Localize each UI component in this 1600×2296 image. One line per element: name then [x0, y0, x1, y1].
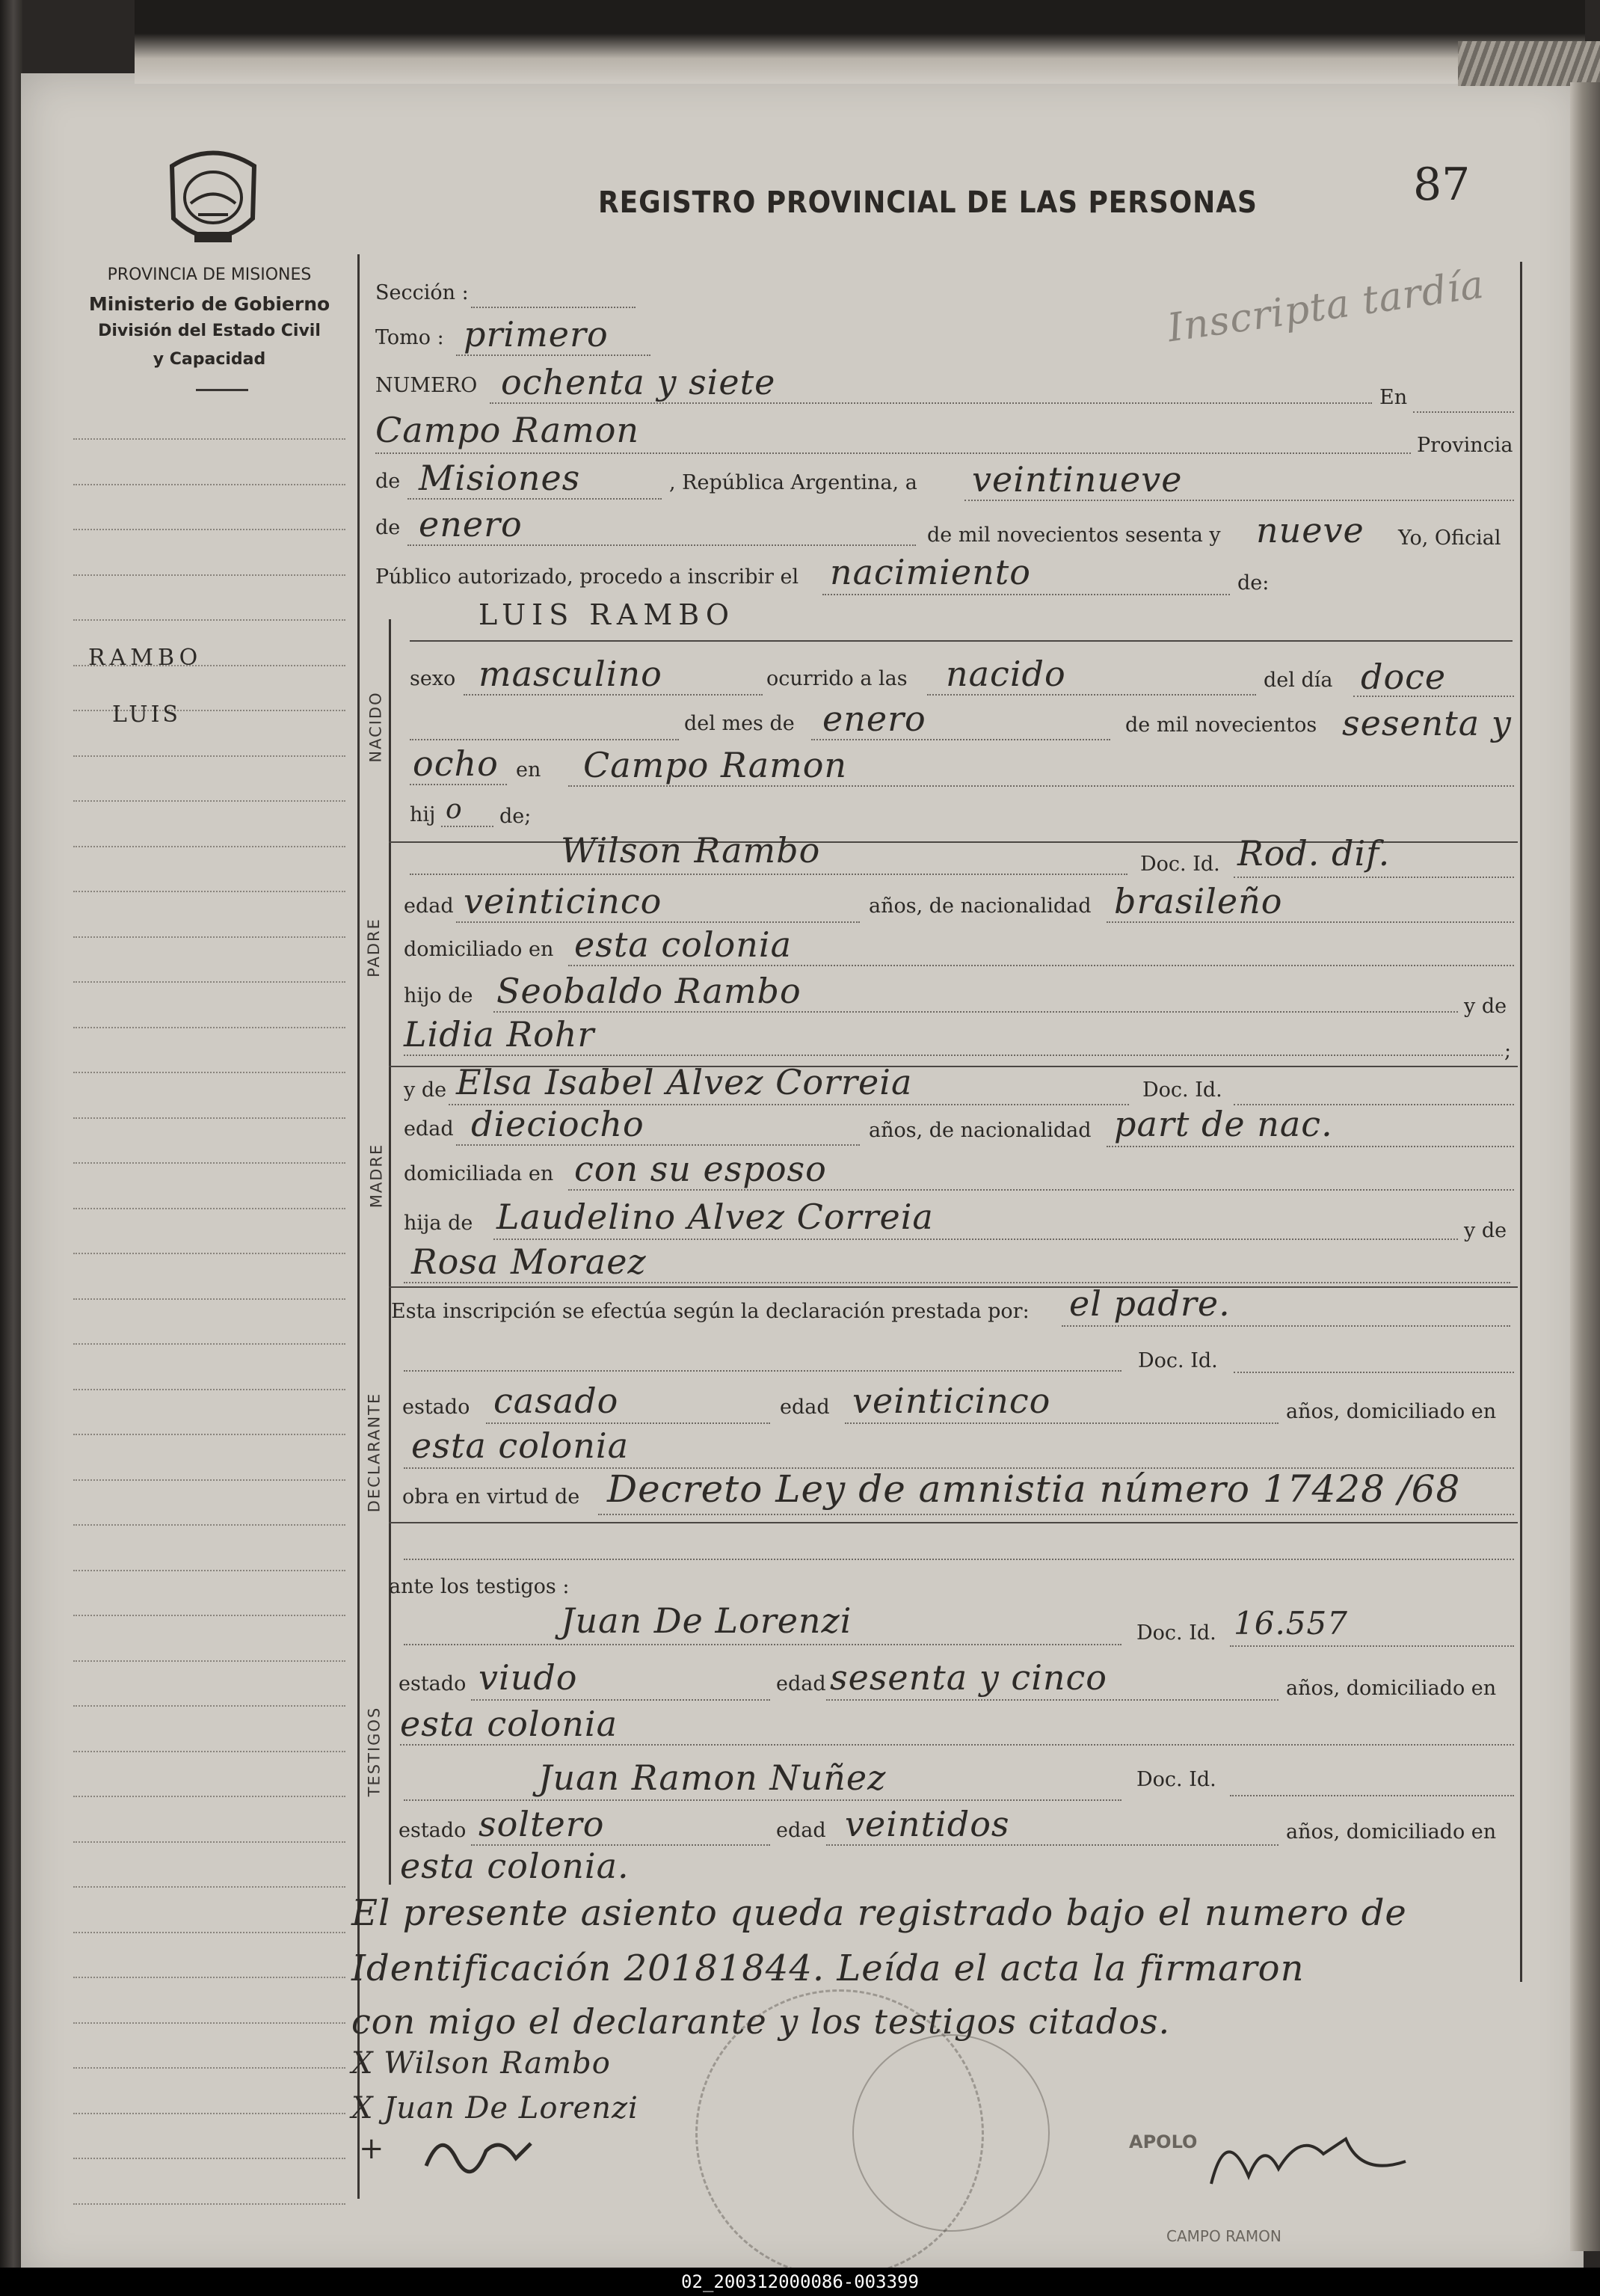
dots: [1234, 877, 1514, 878]
label-seccion: Sección :: [375, 281, 469, 304]
label-republica: , República Argentina, a: [669, 471, 917, 494]
dots: [568, 1189, 1514, 1191]
value-padre-doc: Rod. dif.: [1237, 833, 1391, 874]
label-yo-oficial: Yo, Oficial: [1398, 527, 1501, 550]
value-declarante: el padre.: [1069, 1283, 1231, 1324]
value-decl-obra: Decreto Ley de amnistia número 17428 /68: [607, 1467, 1461, 1511]
value-decl-domicilio: esta colonia: [411, 1425, 629, 1466]
frame-right: [1520, 262, 1522, 1982]
label-en-lugar: en: [516, 758, 541, 782]
margin-rule-line: [73, 800, 345, 802]
margin-rule-line: [73, 1162, 345, 1164]
label-testigo2-doc: Doc. Id.: [1136, 1768, 1216, 1791]
signature-father: X Wilson Rambo: [351, 2046, 611, 2081]
margin-rule-line: [73, 891, 345, 892]
dots: [1234, 1372, 1514, 1373]
dots: [375, 452, 1411, 454]
label-decl-doc: Doc. Id.: [1138, 1349, 1218, 1372]
label-padre-dom: domiciliado en: [404, 938, 554, 961]
margin-rule-line: [73, 2067, 345, 2069]
value-hij-suffix: o: [446, 794, 463, 825]
value-tomo: primero: [464, 314, 609, 354]
label-madre-doc: Doc. Id.: [1142, 1078, 1222, 1102]
dots: [568, 785, 1514, 787]
dots: [410, 739, 679, 740]
value-nombre: LUIS RAMBO: [479, 598, 736, 631]
note-line-1: El presente asiento queda registrado bajo el numero de: [351, 1892, 1407, 1934]
signature-mark: +: [359, 2131, 385, 2166]
dots: [826, 1699, 1279, 1701]
value-acto: nacimiento: [830, 552, 1031, 592]
dots: [404, 1370, 1121, 1372]
value-decl-edad: veinticinco: [852, 1381, 1051, 1421]
label-padre-y-de: y de: [1464, 995, 1507, 1018]
margin-rule-line: [73, 1615, 345, 1616]
dots: [493, 1238, 1458, 1240]
margin-rule-line: [73, 2203, 345, 2205]
value-anio-inscripcion: nueve: [1256, 510, 1364, 550]
margin-rule-line: [73, 2158, 345, 2159]
margin-rule-line: [73, 1117, 345, 1119]
margin-rule-line: [73, 1027, 345, 1028]
value-padre-madre: Lidia Rohr: [404, 1014, 595, 1055]
margin-rule-line: [73, 1208, 345, 1209]
dots: [404, 1644, 1121, 1645]
label-testigo2-estado: estado: [399, 1819, 467, 1842]
org-province: PROVINCIA DE MISIONES: [107, 265, 312, 284]
section-label-nacido: NACIDO: [366, 691, 385, 763]
dots: [404, 1055, 1503, 1056]
dots: [1107, 921, 1514, 923]
dots: [1107, 1146, 1514, 1147]
book-spine-top: [135, 0, 1585, 84]
margin-rule-line: [73, 1298, 345, 1300]
value-testigo2-edad: veintidos: [845, 1804, 1010, 1844]
section-label-testigos: TESTIGOS: [365, 1706, 384, 1797]
margin-rule-line: [73, 1705, 345, 1707]
value-dia: doce: [1361, 657, 1447, 697]
dots: [471, 307, 636, 308]
org-divider: [196, 389, 248, 391]
page-edge: [1570, 82, 1600, 2251]
dots: [407, 498, 662, 500]
margin-rule-line: [73, 1886, 345, 1888]
dots: [404, 1282, 1510, 1283]
official-stamp-inner: [852, 2034, 1050, 2232]
dots: [1413, 411, 1514, 413]
dots: [822, 594, 1230, 595]
value-madre-nacionalidad: part de nac.: [1114, 1104, 1333, 1144]
value-padre-edad: veinticinco: [464, 881, 662, 921]
section-label-declarante: DECLARANTE: [365, 1392, 384, 1513]
margin-rule-line: [73, 1660, 345, 1662]
margin-rule-line: [73, 1841, 345, 1843]
value-padre-hijo-de: Seobaldo Rambo: [496, 971, 801, 1011]
value-dia-inscripcion: veintinueve: [972, 459, 1183, 500]
label-ocurrido: ocurrido a las: [766, 667, 908, 690]
label-testigo1-doc: Doc. Id.: [1136, 1621, 1216, 1645]
dots: [1230, 1795, 1514, 1796]
label-madre-nac: años, de nacionalidad: [869, 1119, 1092, 1142]
value-hora: nacido: [946, 654, 1066, 694]
label-de-mil-nov: de mil novecientos: [1125, 713, 1317, 737]
margin-rule-line: [73, 1751, 345, 1752]
note-line-3: con migo el declarante y los testigos citados.: [351, 2001, 1171, 2042]
dots: [486, 1422, 770, 1424]
margin-rule-line: [73, 1932, 345, 1933]
label-padre-doc: Doc. Id.: [1140, 853, 1220, 876]
label-padre-hijo-de: hijo de: [404, 984, 473, 1007]
margin-rule-line: [73, 1524, 345, 1526]
value-madre-domicilio: con su esposo: [574, 1149, 827, 1189]
dots: [404, 1559, 1514, 1560]
dots: [410, 874, 1127, 875]
value-numero: ochenta y siete: [501, 362, 776, 402]
margin-rule-line: [73, 1072, 345, 1073]
dots: [811, 739, 1110, 740]
provincial-seal-icon: [157, 144, 269, 256]
value-testigo2-nombre: Juan Ramon Nuñez: [538, 1758, 887, 1798]
value-anio-1: sesenta y: [1342, 703, 1512, 743]
dots: [456, 1144, 860, 1146]
value-lugar-nacimiento: Campo Ramon: [583, 745, 848, 785]
label-madre-y-de-2: y de: [1464, 1219, 1507, 1242]
label-padre-nac: años, de nacionalidad: [869, 894, 1092, 918]
label-numero: NUMERO: [375, 374, 478, 397]
value-testigo1-edad: sesenta y cinco: [830, 1657, 1107, 1698]
page-number: 87: [1413, 159, 1471, 211]
margin-rule-line: [73, 1343, 345, 1345]
label-testigo1-estado: estado: [399, 1672, 467, 1695]
margin-rule-line: [73, 2113, 345, 2114]
signature-scrawl-icon: [419, 2121, 538, 2188]
label-padre-edad: edad: [404, 894, 454, 918]
label-madre-edad: edad: [404, 1117, 454, 1141]
dots: [400, 1744, 1514, 1746]
label-madre-y-de: y de: [404, 1078, 447, 1102]
margin-rule-line: [73, 1570, 345, 1571]
value-padre-nombre: Wilson Rambo: [561, 830, 821, 871]
dots: [407, 544, 916, 546]
margin-rule-line: [73, 574, 345, 576]
dots: [927, 694, 1256, 696]
value-madre-hija-de: Laudelino Alvez Correia: [496, 1197, 934, 1237]
value-testigo1-nombre: Juan De Lorenzi: [561, 1600, 852, 1641]
org-capacity: y Capacidad: [153, 350, 266, 369]
label-hij: hij: [410, 803, 436, 826]
dots: [456, 921, 860, 923]
margin-rule-line: [73, 1479, 345, 1481]
value-padre-domicilio: esta colonia: [574, 924, 792, 965]
dots: [404, 1799, 1121, 1801]
margin-rule-line: [73, 2022, 345, 2024]
value-testigo1-domicilio: esta colonia: [400, 1704, 618, 1744]
margin-rule-line: [73, 484, 345, 485]
label-de: de: [375, 470, 401, 493]
rule-declarante: [389, 1522, 1518, 1523]
stamp-label: APOLO: [1129, 2131, 1198, 2152]
value-padre-nacionalidad: brasileño: [1114, 881, 1283, 921]
label-de-semicolon: de;: [499, 805, 532, 828]
note-line-2: Identificación 20181844. Leída el acta la firmaron: [351, 1947, 1305, 1989]
label-tomo: Tomo :: [375, 326, 444, 349]
label-decl-estado: estado: [402, 1396, 470, 1419]
official-signature-icon: [1196, 2109, 1421, 2206]
value-testigo2-domicilio: esta colonia.: [400, 1846, 630, 1886]
label-del-mes: del mes de: [684, 712, 795, 735]
margin-rule-line: [73, 529, 345, 530]
dots: [845, 1422, 1279, 1424]
label-testigo2-anos-dom: años, domiciliado en: [1286, 1820, 1497, 1844]
label-ante-testigos: ante los testigos :: [389, 1575, 570, 1598]
stamp-sub: CAMPO RAMON: [1166, 2227, 1281, 2245]
margin-rule-line: [73, 981, 345, 983]
value-mes: enero: [822, 699, 926, 739]
margin-rule-line: [73, 1796, 345, 1797]
dots: [1353, 696, 1514, 697]
value-testigo2-estado: soltero: [479, 1804, 605, 1844]
org-ministry: Ministerio de Gobierno: [88, 293, 330, 315]
margin-surname: RAMBO: [88, 645, 203, 671]
label-de-mes: de: [375, 516, 401, 539]
value-provincia: Misiones: [419, 458, 581, 498]
margin-rule-line: [73, 438, 345, 440]
dots: [464, 694, 763, 696]
dots: [471, 1699, 770, 1701]
label-mil-novecientos: de mil novecientos sesenta y: [927, 524, 1221, 547]
dots: [964, 500, 1514, 501]
value-anio-2: ocho: [413, 743, 499, 784]
label-testigo1-edad: edad: [776, 1672, 826, 1695]
label-del-dia: del día: [1264, 669, 1333, 692]
value-madre-madre: Rosa Moraez: [411, 1241, 647, 1282]
margin-rule-line: [73, 1977, 345, 1978]
label-de-colon: de:: [1237, 571, 1270, 595]
margin-given-name: LUIS: [112, 702, 181, 728]
label-en: En: [1379, 386, 1408, 409]
value-sexo: masculino: [479, 654, 662, 694]
dots: [1230, 1645, 1514, 1647]
margin-rule-line: [73, 755, 345, 757]
label-publico: Público autorizado, procedo a inscribir el: [375, 565, 799, 589]
dots: [598, 1514, 1514, 1515]
dots: [490, 402, 1372, 404]
label-decl-anos-dom: años, domiciliado en: [1286, 1400, 1497, 1423]
value-decl-estado: casado: [493, 1381, 619, 1421]
value-madre-nombre: Elsa Isabel Alvez Correia: [456, 1062, 913, 1102]
margin-rule-line: [73, 936, 345, 938]
value-madre-edad: dieciocho: [471, 1104, 644, 1144]
dots: [1062, 1325, 1510, 1327]
margin-rule-line: [73, 846, 345, 847]
footer-caption: 02_200312000086-003399: [0, 2268, 1600, 2296]
label-madre-dom: domiciliada en: [404, 1162, 554, 1185]
value-mes-inscripcion: enero: [419, 504, 523, 544]
dots: [568, 965, 1514, 966]
dots: [441, 826, 493, 827]
label-provincia: Provincia: [1417, 434, 1513, 457]
section-label-madre: MADRE: [367, 1143, 386, 1209]
dots: [493, 1011, 1458, 1013]
label-decl-edad: edad: [780, 1396, 830, 1419]
margin-rule-line: [73, 1389, 345, 1390]
signature-witness: X Juan De Lorenzi: [351, 2091, 639, 2125]
section-rule-testigos: [389, 1615, 391, 1885]
section-label-padre: PADRE: [364, 918, 383, 977]
label-sexo: sexo: [410, 667, 456, 690]
dots: [826, 1844, 1279, 1846]
late-registration-stamp: Inscripta tardía: [1164, 262, 1487, 352]
org-division: División del Estado Civil: [98, 322, 321, 340]
margin-rule-line: [73, 1253, 345, 1254]
label-testigo2-edad: edad: [776, 1819, 826, 1842]
label-testigo1-anos-dom: años, domiciliado en: [1286, 1677, 1497, 1700]
rule-madre: [389, 1286, 1518, 1288]
name-underline: [410, 640, 1513, 642]
book-binding: [0, 0, 22, 2296]
label-semicolon: ;: [1504, 1040, 1512, 1063]
dots: [410, 784, 507, 785]
value-testigo1-estado: viudo: [479, 1657, 578, 1698]
value-testigo1-doc: 16.557: [1234, 1605, 1348, 1642]
margin-rule-line: [73, 1434, 345, 1435]
value-lugar: Campo Ramon: [375, 410, 640, 450]
label-madre-hija-de: hija de: [404, 1212, 473, 1235]
page-title: REGISTRO PROVINCIAL DE LAS PERSONAS: [598, 185, 1258, 220]
dots: [456, 354, 650, 356]
label-obra: obra en virtud de: [402, 1485, 580, 1508]
margin-rule-line: [73, 619, 345, 621]
label-esta-inscripcion: Esta inscripción se efectúa según la declaración prestada por:: [391, 1300, 1030, 1323]
